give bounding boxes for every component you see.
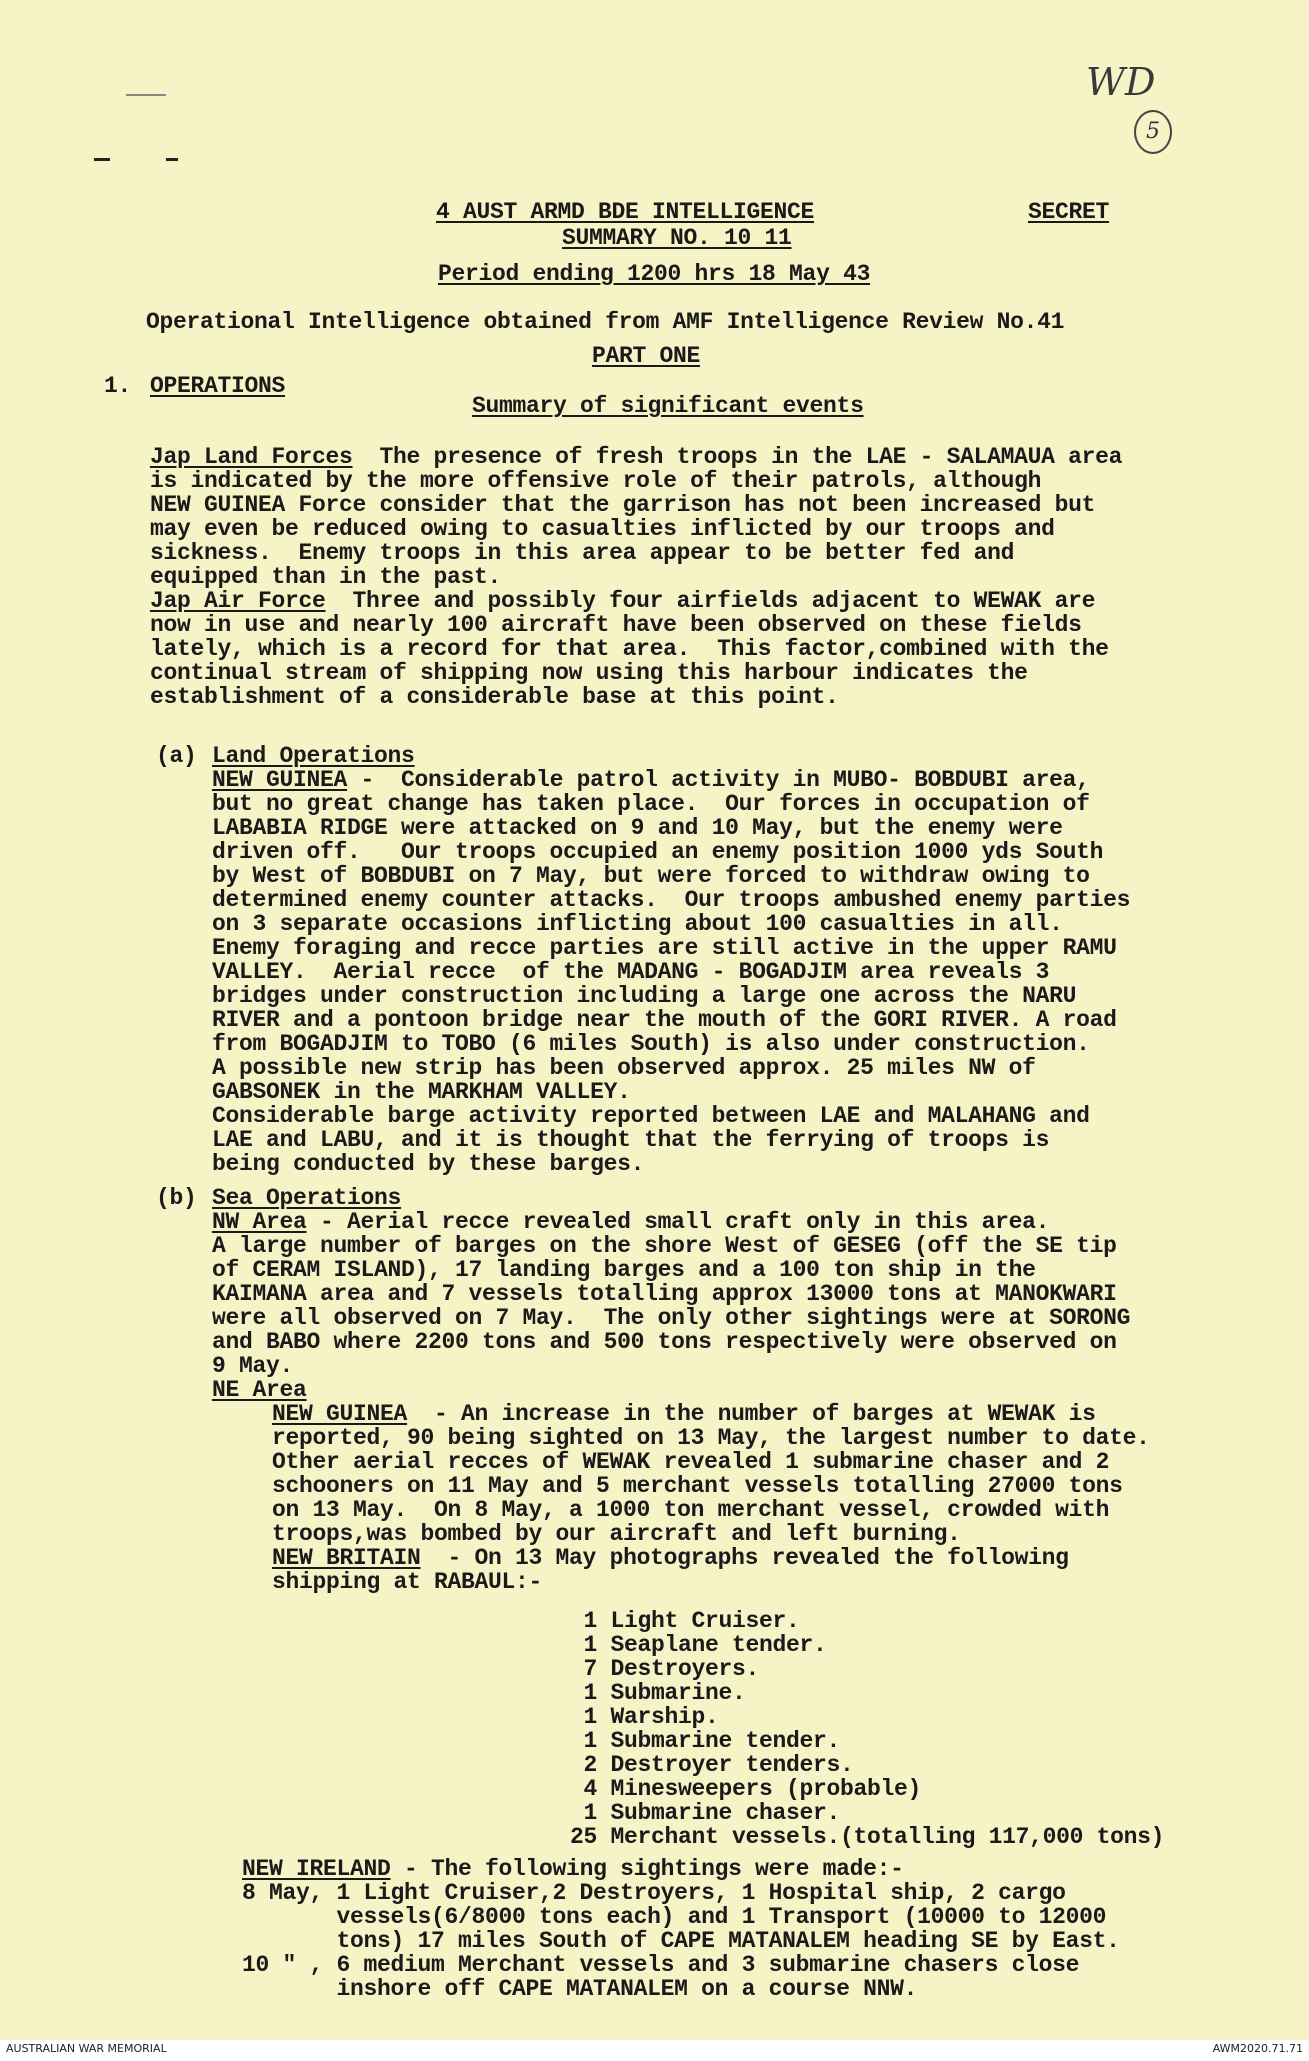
text-line: - The following sightings were made:-: [390, 1856, 904, 1882]
text-line: being conducted by these barges.: [212, 1151, 645, 1177]
section-number: 1.: [104, 373, 132, 399]
text-line: Three and possibly four airfields adjacent to WEWAK are: [325, 588, 1096, 614]
text-line: Considerable barge activity reported between LAE and MALAHANG and: [212, 1103, 1090, 1129]
text-line: - An increase in the number of barges at WEWAK is: [407, 1401, 1096, 1427]
period-line: Period ending 1200 hrs 18 May 43: [438, 261, 871, 287]
list-item: 1 Light Cruiser.: [570, 1608, 800, 1634]
list-item: 4 Minesweepers (probable): [570, 1776, 922, 1802]
list-item: 1 Submarine chaser.: [570, 1800, 841, 1826]
text-line: VALLEY. Aerial recce of the MADANG - BOGADJIM area reveals 3: [212, 959, 1050, 985]
land-ops-marker: (a): [156, 743, 197, 769]
text-line: vessels(6/8000 tons each) and 1 Transport (10000 to 12000: [242, 1904, 1107, 1930]
text-line: were all observed on 7 May. The only other sightings were at SORONG: [212, 1305, 1131, 1331]
text-line: on 3 separate occasions inflicting about 100 casualties in all.: [212, 911, 1063, 937]
text-line: NEW GUINEA Force consider that the garrison has not been increased but: [150, 492, 1096, 518]
new-ireland-sightings: [242, 1881, 1120, 2001]
archive-footer: [0, 2040, 1309, 2061]
text-line: on 13 May. On 8 May, a 1000 ton merchant vessel, crowded with: [272, 1497, 1110, 1523]
text-line: reported, 90 being sighted on 13 May, the largest number to date.: [272, 1425, 1150, 1451]
archive-name: AUSTRALIAN WAR MEMORIAL: [6, 2042, 167, 2055]
jap-air-force-label: Jap Air Force: [150, 588, 326, 614]
nw-area-paragraph: [212, 1210, 1130, 1402]
text-line: LABABIA RIDGE were attacked on 9 and 10 May, but the enemy were: [212, 815, 1063, 841]
part-heading: PART ONE: [592, 343, 701, 369]
text-line: lately, which is a record for that area. This factor,combined with the: [150, 636, 1109, 662]
text-line: 9 May.: [212, 1353, 294, 1379]
stray-mark: [166, 158, 178, 161]
text-line: RIVER and a pontoon bridge near the mouth of the GORI RIVER. A road: [212, 1007, 1117, 1033]
text-line: inshore off CAPE MATANALEM on a course NNW.: [242, 1976, 918, 2002]
new-ireland-label: NEW IRELAND: [242, 1856, 391, 1882]
text-line: but no great change has taken place. Our forces in occupation of: [212, 791, 1090, 817]
summary-heading: Summary of significant events: [472, 393, 864, 419]
list-item: 1 Submarine.: [570, 1680, 746, 1706]
jap-land-forces-label: Jap Land Forces: [150, 444, 353, 470]
land-ops-title: Land Operations: [212, 743, 415, 769]
text-line: equipped than in the past.: [150, 564, 502, 590]
archive-reference: AWM2020.71.71: [1212, 2042, 1303, 2055]
text-line: A possible new strip has been observed approx. 25 miles NW of: [212, 1055, 1036, 1081]
text-line: tons) 17 miles South of CAPE MATANALEM heading SE by East.: [242, 1928, 1120, 1954]
text-line: driven off. Our troops occupied an enemy position 1000 yds South: [212, 839, 1104, 865]
text-line: now in use and nearly 100 aircraft have been observed on these fields: [150, 612, 1082, 638]
text-line: - On 13 May photographs revealed the following: [420, 1545, 1069, 1571]
text-line: troops,was bombed by our aircraft and left burning.: [272, 1521, 961, 1547]
new-guinea-label: NEW GUINEA: [272, 1401, 408, 1427]
text-line: determined enemy counter attacks. Our troops ambushed enemy parties: [212, 887, 1131, 913]
text-line: is indicated by the more offensive role of their patrols, although: [150, 468, 1042, 494]
sea-ops-marker: (b): [156, 1185, 197, 1211]
source-line: Operational Intelligence obtained from AMF Intelligence Review No.41: [146, 309, 1065, 335]
text-line: Other aerial recces of WEWAK revealed 1 submarine chaser and 2: [272, 1449, 1110, 1475]
text-line: Enemy foraging and recce parties are still active in the upper RAMU: [212, 935, 1117, 961]
handwritten-circled-number: 5: [1134, 110, 1172, 154]
list-item: 1 Submarine tender.: [570, 1728, 841, 1754]
section-title: OPERATIONS: [150, 373, 286, 399]
stray-mark: [94, 158, 110, 161]
text-line: sickness. Enemy troops in this area appear to be better fed and: [150, 540, 1015, 566]
text-line: KAIMANA area and 7 vessels totalling approx 13000 tons at MANOKWARI: [212, 1281, 1117, 1307]
text-line: - Aerial recce revealed small craft only in this area.: [306, 1209, 1050, 1235]
text-line: shipping at RABAUL:-: [272, 1569, 543, 1595]
document-title: 4 AUST ARMD BDE INTELLIGENCE: [436, 199, 815, 225]
text-line: 8 May, 1 Light Cruiser,2 Destroyers, 1 Hospital ship, 2 cargo: [242, 1880, 1066, 1906]
list-item: 1 Warship.: [570, 1704, 719, 1730]
text-line: from BOGADJIM to TOBO (6 miles South) is also under construction.: [212, 1031, 1090, 1057]
land-ops-paragraph: [212, 768, 1130, 1176]
document-page: [26, 0, 1283, 2040]
text-line: schooners on 11 May and 5 merchant vessels totalling 27000 tons: [272, 1473, 1123, 1499]
ne-area-label: NE Area: [212, 1377, 307, 1403]
text-line: may even be reduced owing to casualties inflicted by our troops and: [150, 516, 1055, 542]
summary-paragraph: [150, 445, 1122, 709]
new-britain-label: NEW BRITAIN: [272, 1545, 421, 1571]
handwritten-reference: WD: [1086, 60, 1156, 104]
text-line: GABSONEK in the MARKHAM VALLEY.: [212, 1079, 631, 1105]
text-line: The presence of fresh troops in the LAE - SALAMAUA area: [352, 444, 1123, 470]
new-guinea-label: NEW GUINEA: [212, 767, 348, 793]
stray-mark: [126, 94, 166, 96]
ne-new-guinea-paragraph: [272, 1402, 1150, 1594]
list-item: 25 Merchant vessels.(totalling 117,000 tons): [570, 1824, 1165, 1850]
text-line: bridges under construction including a large one across the NARU: [212, 983, 1077, 1009]
text-line: and BABO where 2200 tons and 500 tons respectively were observed on: [212, 1329, 1117, 1355]
text-line: by West of BOBDUBI on 7 May, but were forced to withdraw owing to: [212, 863, 1090, 889]
nw-area-label: NW Area: [212, 1209, 307, 1235]
text-line: A large number of barges on the shore West of GESEG (off the SE tip: [212, 1233, 1117, 1259]
text-line: establishment of a considerable base at this point.: [150, 684, 839, 710]
classification-label: SECRET: [1028, 199, 1110, 225]
new-ireland-paragraph: [242, 1857, 904, 1881]
list-item: 1 Seaplane tender.: [570, 1632, 827, 1658]
text-line: continual stream of shipping now using this harbour indicates the: [150, 660, 1028, 686]
summary-number: SUMMARY NO. 10 11: [562, 225, 792, 251]
list-item: 7 Destroyers.: [570, 1656, 760, 1682]
rabaul-shipping-list: [570, 1609, 1164, 1849]
text-line: 10 " , 6 medium Merchant vessels and 3 submarine chasers close: [242, 1952, 1080, 1978]
list-item: 2 Destroyer tenders.: [570, 1752, 854, 1778]
text-line: of CERAM ISLAND), 17 landing barges and a 100 ton ship in the: [212, 1257, 1036, 1283]
text-line: LAE and LABU, and it is thought that the ferrying of troops is: [212, 1127, 1050, 1153]
sea-ops-title: Sea Operations: [212, 1185, 402, 1211]
text-line: - Considerable patrol activity in MUBO- BOBDUBI area,: [347, 767, 1090, 793]
